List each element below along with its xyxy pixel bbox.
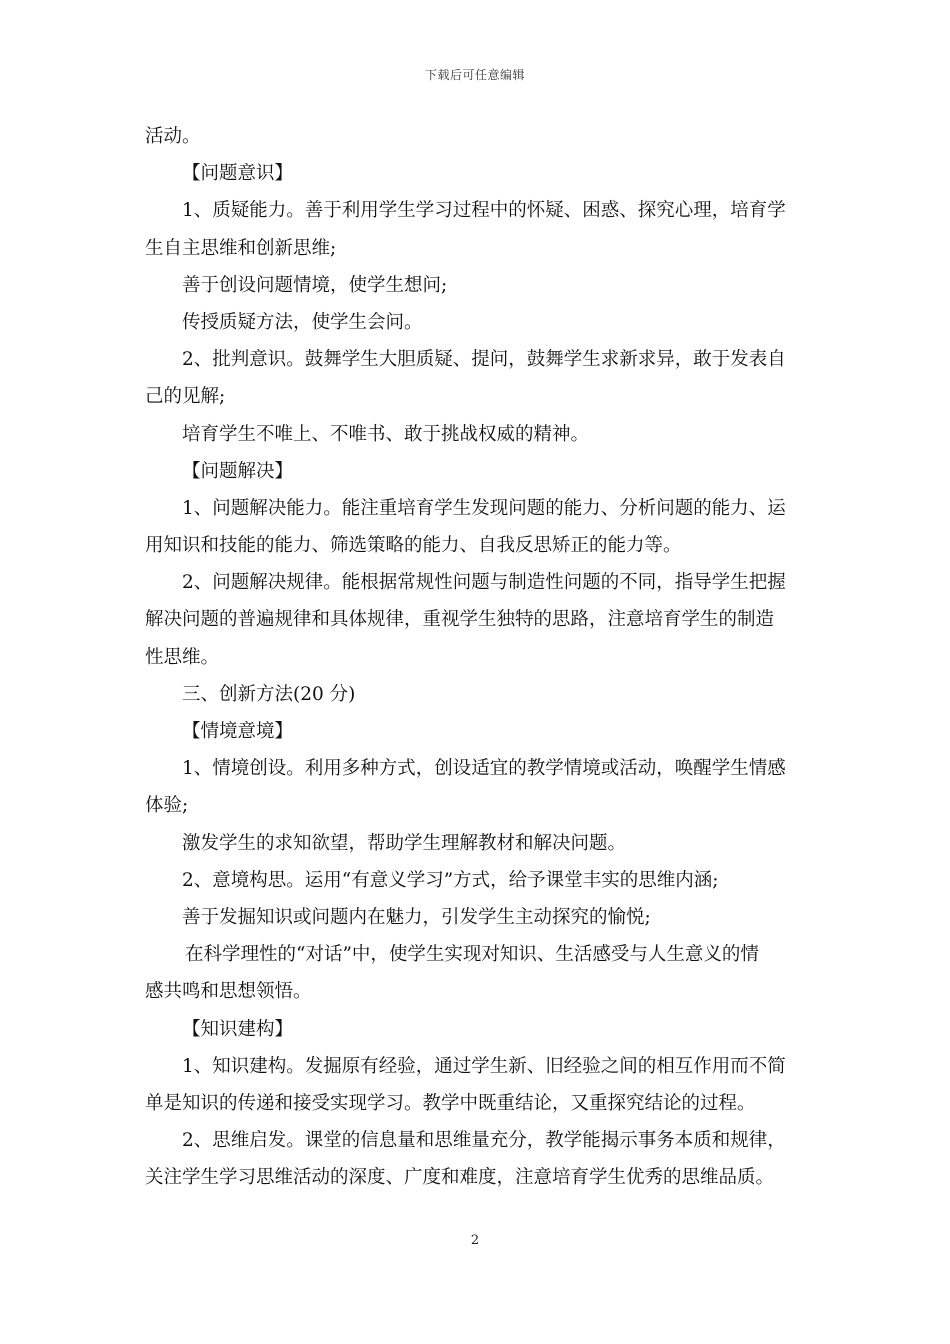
text-line: 1、情境创设。利用多种方式，创设适宜的教学情境或活动，唤醒学生情感	[182, 758, 786, 780]
text-line: 己的见解;	[145, 386, 226, 408]
text-line: 2、问题解决规律。能根据常规性问题与制造性问题的不同，指导学生把握	[182, 572, 786, 594]
text-line: 单是知识的传递和接受实现学习。教学中既重结论，又重探究结论的过程。	[145, 1092, 756, 1114]
text-line: 1、知识建构。发掘原有经验，通过学生新、旧经验之间的相互作用而不简	[182, 1055, 786, 1077]
text-line: 生自主思维和创新思维;	[145, 237, 337, 259]
text-line: 激发学生的求知欲望，帮助学生理解教材和解决问题。	[182, 832, 627, 854]
section-heading: 【情境意境】	[182, 721, 294, 742]
text-line: 传授质疑方法，使学生会问。	[182, 311, 423, 333]
text-line: 1、质疑能力。善于利用学生学习过程中的怀疑、困惑、探究心理，培育学	[182, 200, 786, 222]
text-line: 2、批判意识。鼓舞学生大胆质疑、提问，鼓舞学生求新求异，敢于发表自	[182, 349, 786, 371]
page-number: 2	[470, 1233, 480, 1248]
text-line: 感共鸣和思想领悟。	[145, 981, 312, 1003]
text-line: 性思维。	[145, 646, 220, 668]
text-line: 解决问题的普遍规律和具体规律，重视学生独特的思路，注意培育学生的制造	[145, 609, 775, 631]
text-line: 关注学生学习思维活动的深度、广度和难度，注意培育学生优秀的思维品质。	[145, 1167, 775, 1189]
text-line: 体验;	[145, 795, 189, 817]
section-heading: 【问题解决】	[182, 460, 294, 482]
page-header: 下载后可任意编辑	[424, 68, 525, 82]
text-line: 善于发掘知识或问题内在魅力，引发学生主动探究的愉悦;	[182, 906, 651, 928]
document-body	[145, 118, 807, 1196]
text-line: 在科学理性的“对话”中，使学生实现对知识、生活感受与人生意义的情	[185, 944, 759, 966]
chapter-heading: 三、创新方法(20 分)	[182, 683, 356, 705]
text-line: 用知识和技能的能力、筛选策略的能力、自我反思矫正的能力等。	[145, 535, 682, 557]
text-line: 活动。	[145, 126, 201, 147]
text-line: 1、问题解决能力。能注重培育学生发现问题的能力、分析问题的能力、运	[182, 497, 786, 519]
text-line: 2、意境构思。运用“有意义学习”方式，给予课堂丰实的思维内涵;	[182, 869, 719, 891]
text-line: 培育学生不唯上、不唯书、敢于挑战权威的精神。	[182, 423, 590, 445]
text-line: 2、思维启发。课堂的信息量和思维量充分，教学能揭示事务本质和规律，	[182, 1130, 786, 1152]
section-heading: 【问题意识】	[182, 163, 294, 185]
text-line: 善于创设问题情境，使学生想问;	[182, 274, 448, 296]
section-heading: 【知识建构】	[182, 1018, 294, 1040]
